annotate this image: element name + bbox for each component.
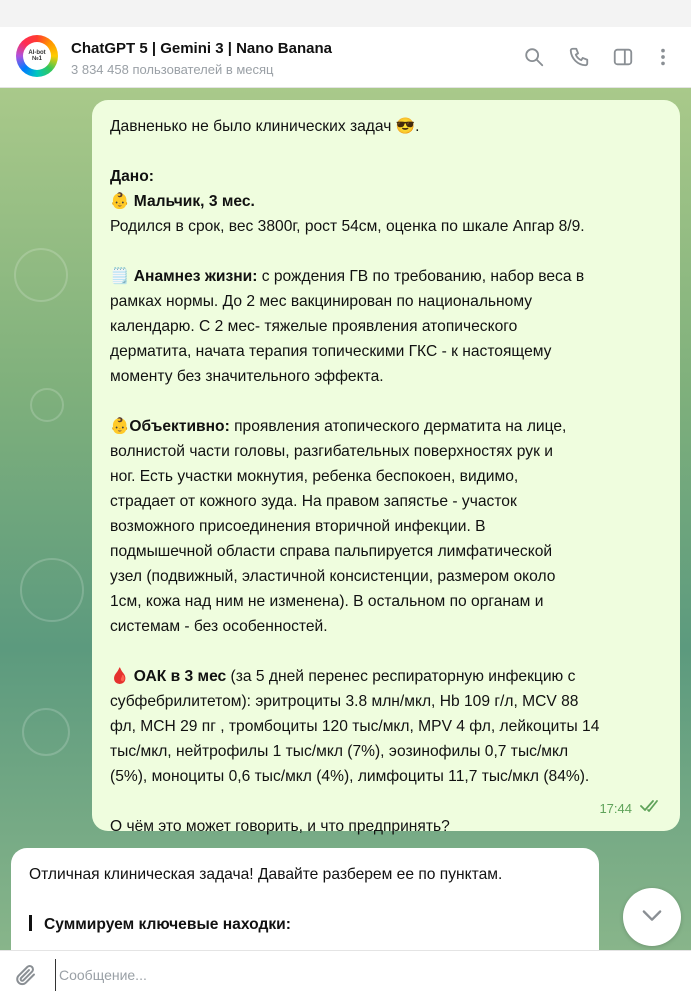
phone-icon[interactable] [568,46,590,68]
message-time: 17:44 [599,801,632,816]
avatar-label: AI-bot №1 [23,42,51,70]
objective-line: проявления атопического дерматита на лице, [229,418,567,435]
reply-heading: Суммируем ключевые находки: [44,916,291,933]
background-doodle [14,248,68,302]
anamnesis-line: календарю. С 2 мес- тяжелые проявления атопического [110,318,518,335]
objective-line: системам - без особенностей. [110,618,328,635]
scroll-down-button[interactable] [623,888,681,946]
chat-background [0,88,691,950]
background-doodle [22,708,70,756]
chat-title[interactable]: ChatGPT 5 | Gemini 3 | Nano Banana [71,40,332,57]
sidebar-icon[interactable] [612,46,634,68]
background-doodle [30,388,64,422]
anamnesis-label: Анамнез жизни: [133,268,258,285]
oak-line: (5%), моноциты 0,6 тыс/мкл (4%), лимфоциты 11,7 тыс/мкл (84%). [110,768,590,785]
reply-line: Отличная клиническая задача! Давайте разберем ее по пунктам. [29,866,503,883]
patient-label: Мальчик, 3 мес. [133,193,255,210]
baby-emoji: 👶 [110,418,130,435]
message-input[interactable] [55,959,615,991]
objective-line: возможного присоединения вторичной инфекции. В [110,518,486,535]
oak-line: субфебрилитетом): эритроциты 3.8 млн/мкл, Hb 109 г/л, MCV 88 [110,693,579,710]
chat-subtitle: 3 834 458 пользователей в месяц [71,62,274,77]
chat-header [0,0,691,88]
objective-line: узел (подвижный, эластичной консистенции, размером около [110,568,556,585]
given-label: Дано: [110,168,154,185]
notepad-emoji: 🗒️ [110,268,130,285]
incoming-message[interactable] [11,848,599,950]
blood-drop-emoji: 🩸 [110,668,130,685]
objective-label: Объективно: [129,418,230,435]
anamnesis-line: рамках нормы. До 2 мес вакцинирован по национальному [110,293,533,310]
anamnesis-line: моменту без значительного эффекта. [110,368,384,385]
oak-line: фл, MCH 29 пг , тромбоциты 120 тыс/мкл, MPV 4 фл, лейкоциты 14 [110,718,600,735]
intro-end: . [415,118,420,135]
double-check-icon [640,796,662,821]
objective-line: ног. Есть участки мокнутия, ребенка беспокоен, видимо, [110,468,519,485]
objective-line: волнистой части головы, разгибательных поверхностях рук и [110,443,553,460]
birth-line: Родился в срок, вес 3800г, рост 54см, оценка по шкале Апгар 8/9. [110,218,585,235]
more-icon[interactable] [652,46,674,68]
sunglasses-emoji: 😎 [395,118,416,135]
chevron-down-icon [638,901,666,934]
anamnesis-line: дерматита, начата терапия топическими ГКС - к настоящему [110,343,552,360]
objective-line: 1см, кожа над ним не изменена). В остальном по органам и [110,593,544,610]
oak-line: тыс/мкл, нейтрофилы 1 тыс/мкл (7%), эозинофилы 0,7 тыс/мкл [110,743,569,760]
background-doodle [20,558,84,622]
oak-line: (за 5 дней перенес респираторную инфекцию с [226,668,576,685]
objective-line: подмышечной области справа пальпируется лимфатической [110,543,553,560]
window-top-strip [0,0,691,27]
anamnesis-line: с рождения ГВ по требованию, набор веса в [257,268,585,285]
oak-label: ОАК в 3 мес [133,668,227,685]
question-line: О чём это может говорить, и что предпринять? [110,818,450,835]
intro-text: Давненько не было клинических задач [110,118,392,135]
composer [0,950,691,1000]
search-icon[interactable] [523,46,545,68]
outgoing-message[interactable] [92,100,680,835]
heading-bar [29,915,32,931]
objective-line: страдает от кожного зуда. На правом запястье - участок [110,493,517,510]
avatar[interactable] [16,35,58,77]
attach-icon[interactable] [14,963,38,987]
message-meta [599,796,662,821]
baby-emoji: 👶 [110,193,130,210]
